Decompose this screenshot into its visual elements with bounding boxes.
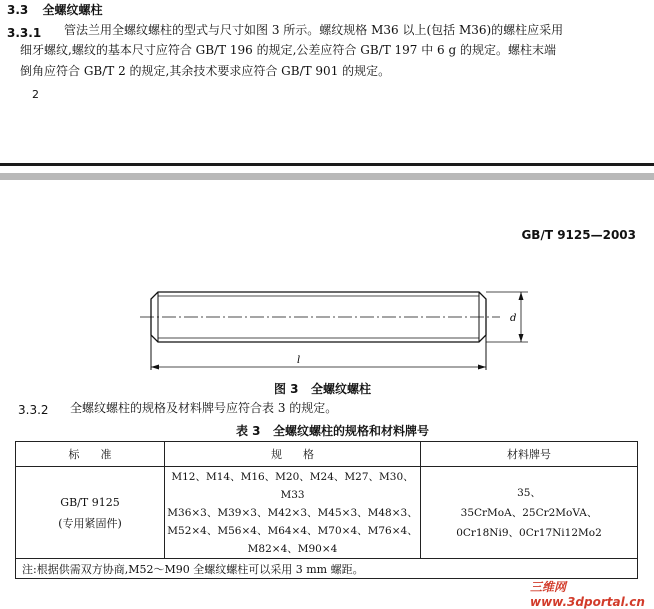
stud-figure [0,270,654,380]
page-gap [0,173,654,180]
cell-standard [16,467,165,559]
clause-332-number: 3.3.2 [18,403,49,417]
spec-line: M12、M14、M16、M20、M24、M27、M30、M33 [171,470,414,501]
table-title: 表 3 全螺纹螺柱的规格和材料牌号 [236,424,430,438]
table-header-row [16,442,638,467]
clause-332-text: 全螺纹螺柱的规格及材料牌号应符合表 3 的规定。 [70,401,338,415]
clause-331-line3: 倒角应符合 GB/T 2 的规定,其余技术要求应符合 GB/T 901 的规定。 [20,64,391,78]
clause-331-line1: 管法兰用全螺纹螺柱的型式与尺寸如图 3 所示。螺纹规格 M36 以上(包括 M36)的螺柱应采用 [64,23,564,37]
clause-331-line2: 细牙螺纹,螺纹的基本尺寸应符合 GB/T 196 的规定,公差应符合 GB/T 197 中 6 g 的规定。螺柱末端 [20,43,556,57]
section-number: 3.3 [7,3,29,17]
arrow-d-bottom [519,334,524,342]
section-title: 全螺纹螺柱 [42,3,103,17]
spec-line: M36×3、M39×3、M42×3、M45×3、M48×3、 [167,506,418,519]
material-line: 35CrMoA、25Cr2MoVA、 [460,506,598,519]
page-break-line [0,163,654,166]
material-line: 35、 [517,486,541,499]
clause-331-number: 3.3.1 [7,26,42,40]
header-spec: 规 格 [165,442,421,467]
figure-caption: 图 3 全螺纹螺柱 [274,382,372,396]
spec-line: M82×4、M90×4 [247,542,338,555]
table-note: 注:根据供需双方协商,M52～M90 全螺纹螺柱可以采用 3 mm 螺距。 [16,559,638,579]
material-line: 0Cr18Ni9、0Cr17Ni12Mo2 [456,526,602,539]
table-row [16,467,638,559]
cell-material [421,467,638,559]
arrow-d-top [519,292,524,300]
dim-label-l: l [297,355,301,366]
spec-table [15,441,638,579]
arrow-l-left [151,365,159,370]
arrow-l-right [478,365,486,370]
standard-code: GB/T 9125—2003 [521,228,636,242]
standard-line1: GB/T 9125 [60,495,120,509]
table-note-row [16,559,638,579]
spec-line: M52×4、M56×4、M64×4、M70×4、M76×4、 [167,524,418,537]
header-material: 材料牌号 [421,442,638,467]
cell-spec [165,467,421,559]
page-number: 2 [32,88,39,101]
watermark: 三维网www.3dportal.cn [530,580,645,609]
header-standard: 标 准 [16,442,165,467]
standard-line2: (专用紧固件) [58,516,122,530]
dim-label-d: d [510,313,517,324]
